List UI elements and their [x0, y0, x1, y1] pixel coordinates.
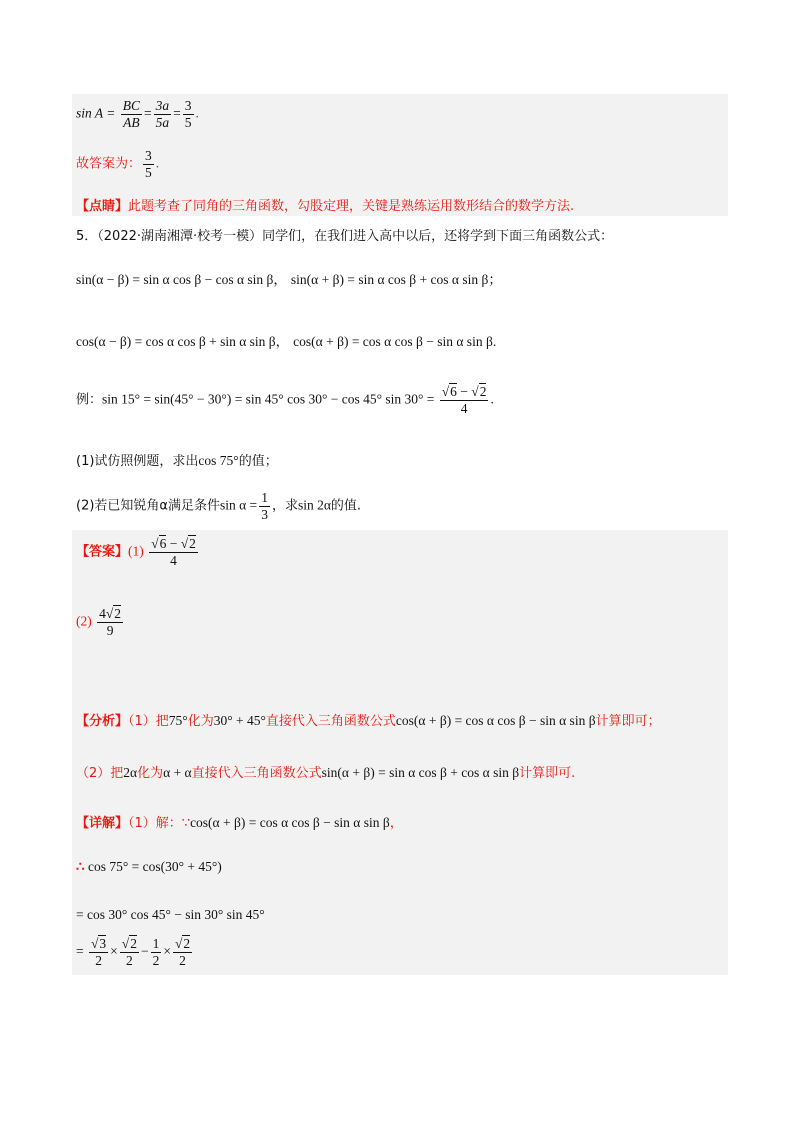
part-2-question: (2)若已知锐角α满足条件sin α = $\frac{1}{3}$ ，求sin 2α的值.	[76, 490, 362, 522]
answer-line: 故答案为： $\frac{3}{5}$ .	[76, 148, 160, 180]
step-3: = √ $\frac{3}{2}$ × √ $\frac{2}{2}$ − $\frac{1}{2}$ × √ $\frac{2}{2}$	[76, 936, 194, 969]
formula-row-2: cos(α − β) = cos α cos β + sin α sin β， cos(α + β) = cos α cos β − sin α sin β.	[76, 334, 497, 349]
answer-1: 【答案】(1) √ $\frac{6 - √ 2}{4}$	[76, 536, 200, 569]
step-2: = cos 30° cos 45° − sin 30° sin 45°	[76, 907, 265, 922]
analysis-1: 【分析】（1）把75°化为30° + 45°直接代入三角函数公式cos(α + β) = cos α cos β − sin α sin β计算即可；	[76, 713, 661, 729]
step-1: ∴ cos 75° = cos(30° + 45°)	[76, 859, 222, 874]
example-line: 例：sin 15° = sin(45° − 30°) = sin 45° cos 30° − cos 45° sin 30° = √ $\frac{6 - √ 2}{4}$ .	[76, 384, 494, 417]
question-intro: 5．（2022·湖南湘潭·校考一模）同学们，在我们进入高中以后，还将学到下面三角函数公式：	[76, 229, 614, 244]
detail-line: 【详解】（1）解：∵cos(α + β) = cos α cos β − sin α sin β，	[76, 815, 404, 831]
analysis-2: （2）把2α化为α + α直接代入三角函数公式sin(α + β) = sin α cos β + cos α sin β计算即可.	[76, 765, 576, 781]
comment-line: 【点睛】此题考查了同角的三角函数，勾股定理，关键是熟练运用数形结合的数学方法.	[76, 199, 575, 214]
formula-row-1: sin(α − β) = sin α cos β − cos α sin β， sin(α + β) = sin α cos β + cos α sin β；	[76, 272, 502, 287]
answer-2: (2) $\frac{4√ 2}{9}$	[76, 606, 125, 639]
part-1-question: (1)试仿照例题，求出cos 75°的值；	[76, 453, 278, 469]
sin-a-equation: sin A = $\frac{BC}{AB}$ = $\frac{3a}{5a}$ = $\frac{3}{5}$ .	[76, 98, 199, 130]
